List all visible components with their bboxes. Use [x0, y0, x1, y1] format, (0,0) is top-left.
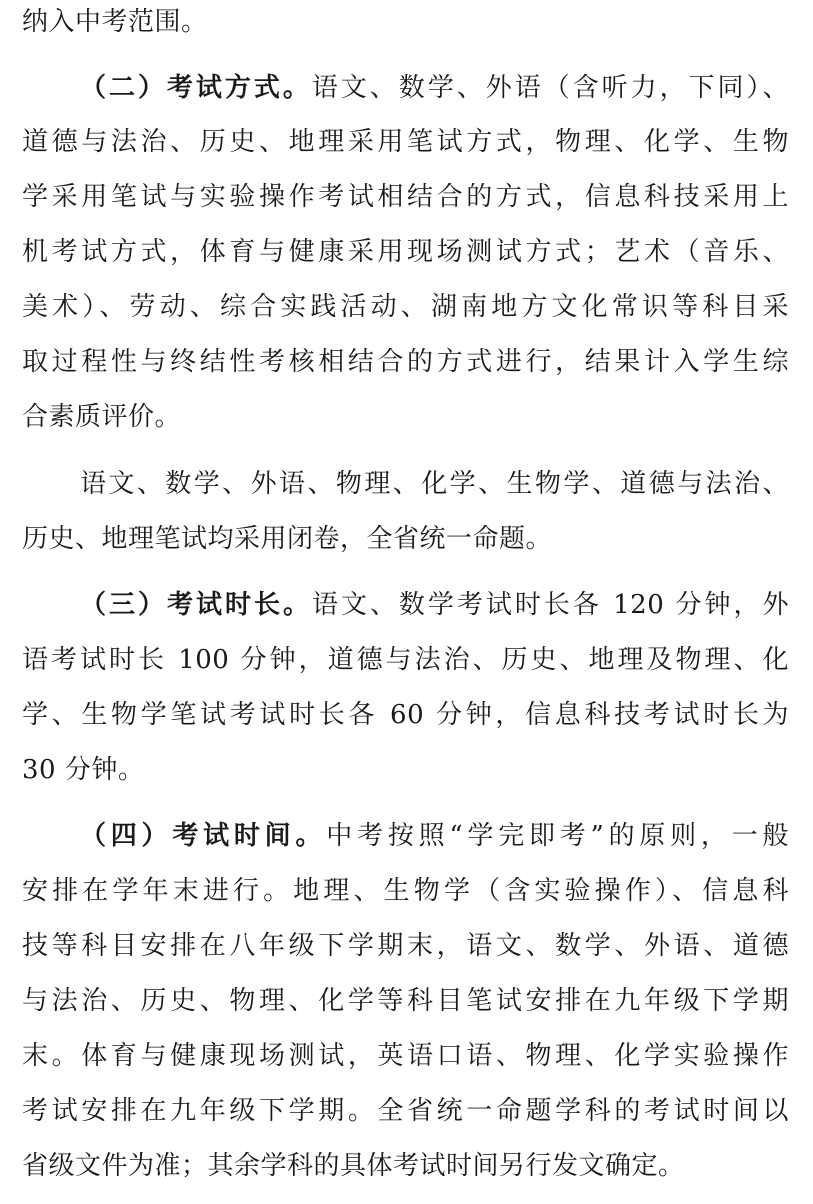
section3-line1-text: 语文、数学考试时长各 120 分钟，外: [311, 590, 789, 620]
section3-line2: 语考试时长 100 分钟，道德与法治、历史、地理及物理、化: [22, 645, 789, 675]
section3-heading: （三）考试时长。: [80, 590, 312, 620]
section2-line7: 合素质评价。: [22, 402, 182, 432]
section4-line6: 考试安排在九年级下学期。全省统一命题学科的考试时间以: [22, 1096, 789, 1126]
section2-line4: 机考试方式，体育与健康采用现场测试方式；艺术（音乐、: [22, 237, 789, 267]
section2-heading: （二）考试方式。: [80, 73, 312, 103]
intro-line: 纳入中考范围。: [22, 7, 208, 37]
section2-line3: 学采用笔试与实验操作考试相结合的方式，信息科技采用上: [22, 182, 789, 212]
section2-line5: 美术）、劳动、综合实践活动、湖南地方文化常识等科目采: [22, 292, 789, 322]
section2-first-line: [80, 68, 789, 108]
section2-line6: 取过程性与终结性考核相结合的方式进行，结果计入学生综: [22, 347, 789, 377]
section4-first-line: [80, 816, 789, 856]
section4-line5: 末。体育与健康现场测试，英语口语、物理、化学实验操作: [22, 1041, 789, 1071]
section3-line3: 学、生物学笔试考试时长各 60 分钟，信息科技考试时长为: [22, 700, 789, 730]
section4-line2: 安排在学年末进行。地理、生物学（含实验操作）、信息科: [22, 876, 789, 906]
section4-line1-text: 中考按照“学完即考”的原则，一般: [326, 821, 789, 851]
section4-line4: 与法治、历史、物理、化学等科目笔试安排在九年级下学期: [22, 986, 789, 1016]
section3-first-line: [80, 585, 789, 625]
section2-para2-line2: 历史、地理笔试均采用闭卷，全省统一命题。: [22, 524, 553, 554]
section2-line1-text: 语文、数学、外语（含听力，下同）、: [311, 73, 789, 103]
section4-heading: （四）考试时间。: [80, 821, 327, 851]
section3-line4: 30 分钟。: [22, 755, 145, 785]
section4-line3: 技等科目安排在八年级下学期末，语文、数学、外语、道德: [22, 931, 789, 961]
section2-para2-line1: 语文、数学、外语、物理、化学、生物学、道德与法治、: [80, 469, 789, 499]
section2-line2: 道德与法治、历史、地理采用笔试方式，物理、化学、生物: [22, 127, 789, 157]
section4-line7: 省级文件为准；其余学科的具体考试时间另行发文确定。: [22, 1151, 685, 1181]
